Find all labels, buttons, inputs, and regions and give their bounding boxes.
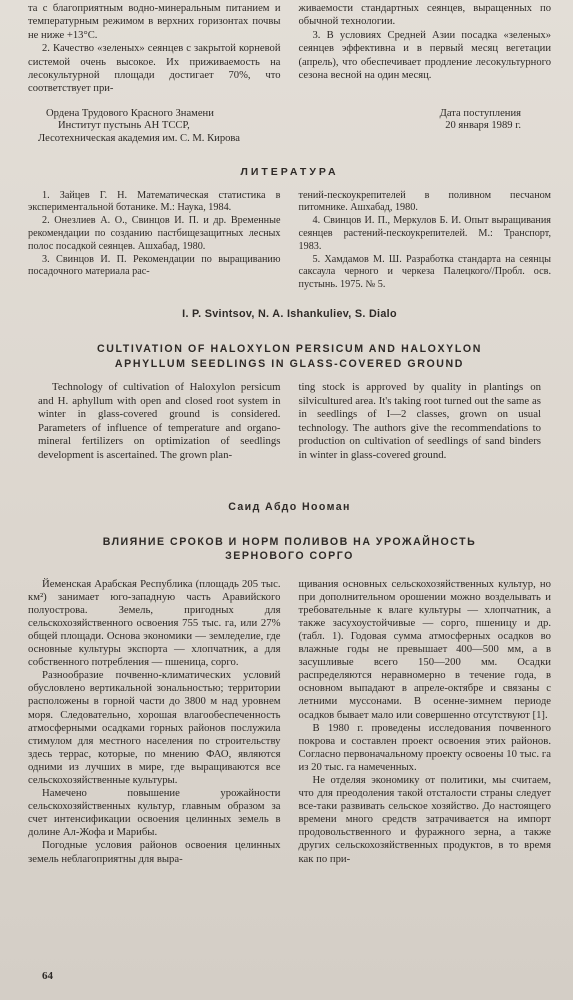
reference-item: 5. Хамдамов М. Ш. Разработка стандарта на сеянцы саксаула черного и черкеза Палецкого//Пробл. осв. пустынь. 1975. № 5. <box>298 253 551 291</box>
references-left-column <box>28 190 281 292</box>
article-title-line: ВЛИЯНИЕ СРОКОВ И НОРМ ПОЛИВОВ НА УРОЖАЙНОСТЬ <box>102 535 477 548</box>
previous-article-conclusion <box>28 0 551 96</box>
affiliation-line: Лесотехническая академия им. С. М. Кирова <box>38 133 240 145</box>
conclusion-paragraph: живаемости стандартных сеянцев, выращенных по обычной технологии. <box>298 3 551 28</box>
english-abstract <box>28 381 551 463</box>
abstract-right-column <box>299 381 542 463</box>
article-right-column <box>299 578 552 866</box>
reference-item: 3. Свинцов И. П. Рекомендации по выращиванию посадочного материала рас- <box>28 253 281 278</box>
reference-item: 4. Свинцов И. П., Меркулов Б. И. Опыт выращивания сеянцев растений-пескоукрепителей. М.: Транспорт, 1983. <box>298 215 551 252</box>
conclusion-paragraph: та с благоприятным водно-минеральным питанием и температурным режимом в верхних горизонтах почвы не ниже +13°С. <box>28 3 281 41</box>
abstract-left-column <box>38 381 281 463</box>
article-paragraph: щивания основных сельскохозяйственных культур, но при дополнительном орошении можно возделывать и требовательные к влаге культуры — хлопчатник, а также засухоустойчивые — сорго, пшеницу и др. (табл. 1). Годовая сумма атмосферных осадков во влажные годы не превышает 400—500 мм, а в засушливые всего 150—200 мм. Осадки распределяются неравномерно в течение года, в основном выпадают в апреле-октябре и связаны с летними муссонами. В осенне-зимнем периоде осадков бывает мало или совершенно отсутствуют [1]. <box>298 577 551 721</box>
affiliation-line: Ордена Трудового Красного Знамени <box>46 107 214 119</box>
abstract-text: ting stock is approved by quality in plantings on silvicultured area. It's taking root turned out the same as in seedlings of I—2 classes, grown on usual technology. The authors give the recommendations to production on cultivation of seedlings of sand binders in winter in glass-covered ground. <box>298 381 541 461</box>
signature-block <box>28 108 551 146</box>
english-title-line: CULTIVATION OF HALOXYLON PERSICUM AND HALOXYLON <box>97 343 482 355</box>
reference-item: тений-пескоукрепителей в поливном песчаном питомнике. Ашхабад, 1980. <box>298 189 551 214</box>
article-title-line: ЗЕРНОВОГО СОРГО <box>225 550 354 563</box>
reference-list <box>28 190 551 292</box>
english-title-line: APHYLLUM SEEDLINGS IN GLASS-COVERED GROUND <box>114 357 465 370</box>
conclusion-right-column <box>299 2 552 96</box>
article-left-column <box>28 578 281 866</box>
abstract-text: Technology of cultivation of Haloxylon persicum and H. aphyllum with open and closed root system in winter in glass-covered ground is considered. Parameters of influence of temperature and organo-mineral fertilizers on optimization of seedlings development is ascertained. The grown plan- <box>38 381 281 461</box>
article-paragraph: Не отделяя экономику от политики, мы считаем, что для преодоления такой отсталости страны следует все-таки развивать сельское хозяйство. До настоящего времени много средств затрачивается на импорт продовольственного и фуражного зерна, а также других сельскохозяйственных продуктов, в то время как по при- <box>298 773 551 865</box>
affiliation <box>28 108 240 146</box>
article-paragraph: Йеменская Арабская Республика (площадь 205 тыс. км²) занимает юго-западную часть Аравийского полуострова. Земель, пригодных для сельскохозяйственного освоения 755 тыс. га, или 27% общей площади. Основа экономики — земледелие, где основные культуры экспорта — хлопчатник, а для собственного потребления — пшеница, сорго. <box>28 577 281 669</box>
references-right-column <box>299 190 552 292</box>
article-body <box>28 578 551 866</box>
affiliation-line: Институт пустынь АН ТССР, <box>58 120 190 132</box>
received-value: 20 января 1989 г. <box>445 120 521 132</box>
article-paragraph: В 1980 г. проведены исследования почвенного покрова и составлен проект освоения этих районов. Согласно первоначальному проекту освоены 10 тыс. га из 20 тыс. га намеченных. <box>298 721 551 773</box>
article-paragraph: Разнообразие почвенно-климатических условий обусловлено вертикальной зональностью; территории расположены в горной части до 3800 м над уровнем моря. Следовательно, хорошая влагообеспеченность атмосферными осадками горных районов послужила стимулом для местного населения по строительству здесь террас, которые, по мнению ФАО, являются одними из лучших в мире, где выращиваются все сельскохозяйственные культуры. <box>28 669 281 786</box>
article-title <box>28 535 551 564</box>
article-author: Саид Абдо Нооман <box>228 500 351 513</box>
article-paragraph: Погодные условия районов освоения целинных земель неблагоприятны для выра- <box>28 839 281 865</box>
conclusion-paragraph: 3. В условиях Средней Азии посадка «зеленых» сеянцев эффективна и в первый месяц вегетации (апрель), что обеспечивает продление лесокультурного сезона весной на один месяц. <box>298 29 551 82</box>
article-paragraph: Намечено повышение урожайности сельскохозяйственных культур, главным образом за счет интенсификации освоения целинных земель в долине Ал-Жофа и Марибы. <box>28 787 281 839</box>
received-label: Дата поступления <box>439 107 521 119</box>
received-date <box>440 108 551 146</box>
page-number: 64 <box>42 970 53 982</box>
conclusion-left-column <box>28 2 281 96</box>
english-title <box>28 342 551 371</box>
reference-item: 1. Зайцев Г. Н. Математическая статистика в экспериментальной ботанике. М.: Наука, 1984. <box>28 189 281 214</box>
literature-heading: ЛИТЕРАТУРА <box>240 165 339 178</box>
reference-item: 2. Онезлиев А. О., Свинцов И. П. и др. Временные рекомендации по созданию пастбищезащитных лесных полос посадкой сеянцев. Ашхабад, 1980. <box>28 215 281 252</box>
english-authors: I. P. Svintsov, N. A. Ishankuliev, S. Dialo <box>182 308 397 320</box>
conclusion-paragraph: 2. Качество «зеленых» сеянцев с закрытой корневой системой очень высокое. Их приживаемость на лесокультурной площади достигает 70%, что соответствует при- <box>28 43 281 95</box>
